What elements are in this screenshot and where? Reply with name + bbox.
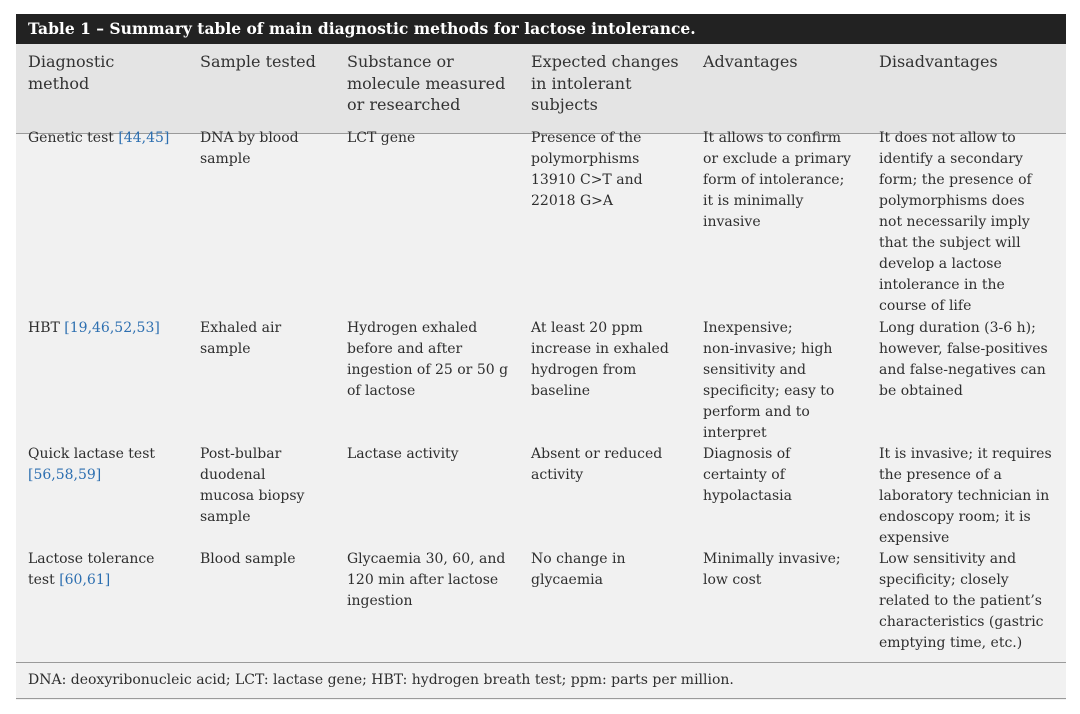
table-row-method: HBT [19,46,52,53] [28,320,160,336]
table-row-advantages: Inexpensive; non-invasive; high sensitivity and specificity; easy to perform and to interpret [703,320,835,441]
table-row-advantages: Diagnosis of certainty of hypolactasia [703,446,792,504]
table-row-method: Genetic test [44,45] [28,130,170,146]
table-row-disadvantages: It is invasive; it requires the presence of a laboratory technician in endoscopy room; it is expensive [879,446,1052,546]
table-row-changes: At least 20 ppm increase in exhaled hydrogen from baseline [531,320,669,399]
table-title: Table 1 – Summary table of main diagnostic methods for lactose intolerance. [16,14,1066,44]
table-row-disadvantages: Low sensitivity and specificity; closely related to the patient’s characteristics (gastric emptying time, etc.) [879,551,1044,651]
table-row-changes: No change in glycaemia [531,551,626,588]
table-row-substance: Glycaemia 30, 60, and 120 min after lactose ingestion [347,551,506,609]
table-row-disadvantages: Long duration (3-6 h); however, false-positives and false-negatives can be obtained [879,320,1048,399]
table-row-method: Quick lactase test [56,58,59] [28,446,156,483]
table-row-sample: Exhaled air sample [200,320,282,357]
citation-link[interactable]: [60,61] [59,572,111,588]
table-row-changes: Presence of the polymorphisms 13910 C>T and 22018 G>A [531,130,643,209]
header-advantages: Advantages [703,52,798,71]
table-row-sample: Post-bulbar duodenal mucosa biopsy sample [200,446,305,525]
table-footnote: DNA: deoxyribonucleic acid; LCT: lactase gene; HBT: hydrogen breath test; ppm: parts per million. [28,672,734,688]
header-disadvantages: Disadvantages [879,52,998,71]
table-row-substance: Lactase activity [347,446,459,462]
table-row-substance: LCT gene [347,130,416,146]
footnote-divider [16,662,1066,663]
bottom-rule [16,698,1066,699]
table-row-sample: Blood sample [200,551,296,567]
table-row-disadvantages: It does not allow to identify a secondary form; the presence of polymorphisms does not necessarily imply that the subject will develop a lactose intolerance in the course of life [879,130,1032,314]
table-row-changes: Absent or reduced activity [531,446,663,483]
table-row-advantages: It allows to confirm or exclude a primary form of intolerance; it is minimally invasive [703,130,851,230]
table-panel [16,14,1066,700]
citation-link[interactable]: [44,45] [118,130,170,146]
header-substance: Substance or molecule measured or researched [347,52,506,114]
header-sample-tested: Sample tested [200,52,316,71]
header-expected-changes: Expected changes in intolerant subjects [531,52,679,114]
table-row-advantages: Minimally invasive; low cost [703,551,841,588]
citation-link[interactable]: [19,46,52,53] [64,320,160,336]
header-diagnostic-method: Diagnostic method [28,52,115,93]
table-row-method: Lactose tolerance test [60,61] [28,551,155,588]
citation-link[interactable]: [56,58,59] [28,467,102,483]
table-row-sample: DNA by blood sample [200,130,299,167]
table-row-substance: Hydrogen exhaled before and after ingestion of 25 or 50 g of lactose [347,320,509,399]
